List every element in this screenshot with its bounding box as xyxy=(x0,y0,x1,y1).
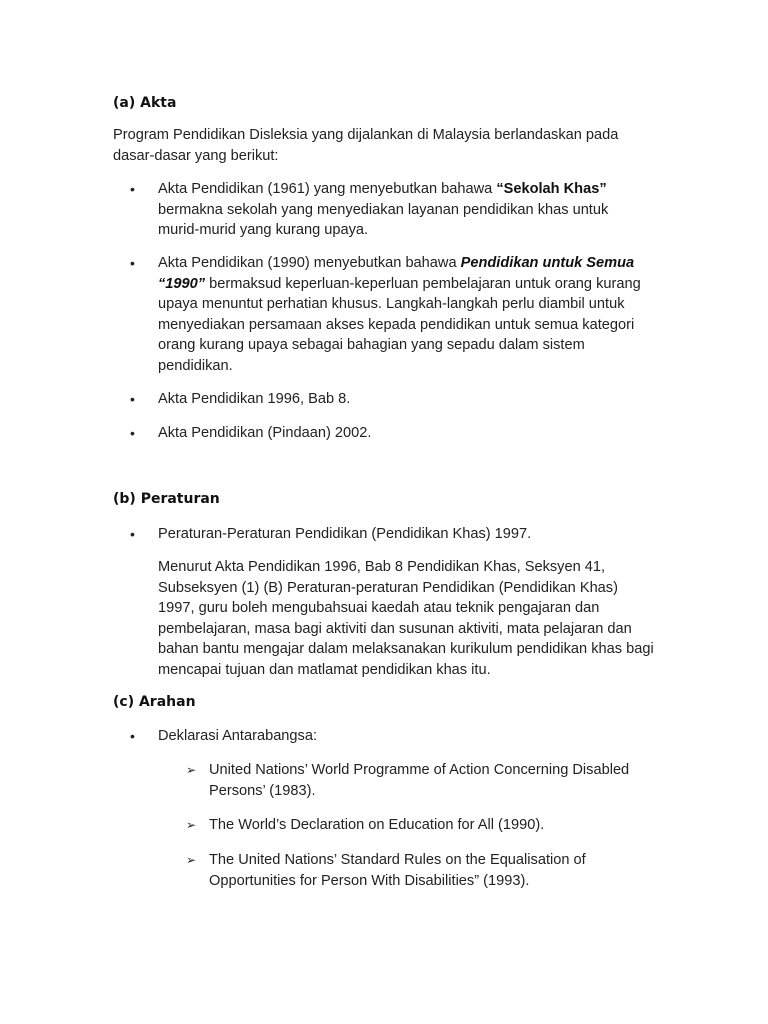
sub-list-item xyxy=(186,815,656,836)
list-item xyxy=(130,726,650,747)
section-a-heading: (a) Akta xyxy=(113,95,177,111)
item-text: Deklarasi Antarabangsa: xyxy=(158,728,318,744)
list-item xyxy=(130,524,650,545)
section-c-heading: (c) Arahan xyxy=(113,694,196,710)
item-text: Peraturan-Peraturan Pendidikan (Pendidikan Khas) 1997. xyxy=(158,526,532,542)
bullet-marker: • xyxy=(130,391,135,407)
item-text: Akta Pendidikan (1990) menyebutkan bahawa xyxy=(158,255,461,271)
item-text: The United Nations’ Standard Rules on the Equalisation of Opportunities for Person With Disabilities” (1993). xyxy=(209,852,586,889)
bullet-marker: • xyxy=(130,255,135,271)
item-text: Akta Pendidikan (1961) yang menyebutkan bahawa xyxy=(158,181,497,197)
arrow-bullet-icon: ➢ xyxy=(186,853,197,867)
bullet-marker: • xyxy=(130,728,135,744)
section-a-intro: Program Pendidikan Disleksia yang dijalankan di Malaysia berlandaskan pada dasar-dasar yang berikut: xyxy=(113,127,619,164)
item-emphasis: Pendidikan untuk Semua “1990” xyxy=(158,255,635,292)
sub-list-item xyxy=(186,760,656,801)
item-emphasis: “Sekolah Khas” xyxy=(496,181,607,197)
item-text: bermakna sekolah yang menyediakan layanan pendidikan khas untuk murid-murid yang kurang upaya. xyxy=(158,201,609,238)
bullet-marker: • xyxy=(130,425,135,441)
item-text: Akta Pendidikan 1996, Bab 8. xyxy=(158,391,351,407)
item-text: United Nations’ World Programme of Action Concerning Disabled Persons’ (1983). xyxy=(209,762,630,799)
list-item xyxy=(130,389,650,410)
list-item xyxy=(130,253,650,376)
arrow-bullet-icon: ➢ xyxy=(186,763,197,777)
list-item xyxy=(130,179,650,241)
bullet-marker: • xyxy=(130,181,135,197)
section-b-body: Menurut Akta Pendidikan 1996, Bab 8 Pendidikan Khas, Seksyen 41, Subseksyen (1) (B) Peraturan-peraturan Pendidikan (Pendidikan Khas) 1997, guru boleh mengubahsuai kaedah atau teknik pengajaran dan pembelajaran, masa bagi aktiviti dan susunan aktiviti, mata pelajaran dan bahan bantu mengajar dalam melaksanakan kurikulum pendidikan khas bagi mencapai tujuan dan matlamat pendidikan khas itu. xyxy=(158,559,654,678)
list-item xyxy=(130,423,650,444)
item-text: The World’s Declaration on Education for All (1990). xyxy=(209,817,545,833)
item-text: Akta Pendidikan (Pindaan) 2002. xyxy=(158,425,372,441)
bullet-marker: • xyxy=(130,526,135,542)
item-text: bermaksud keperluan-keperluan pembelajaran untuk orang kurang upaya menuntut perhatian khusus. Langkah-langkah perlu diambil untuk menyediakan persamaan akses kepada pendidikan untuk semua kategori orang kurang upaya sebagai bahagian yang sepadu dalam sistem pendidikan. xyxy=(158,275,641,374)
arrow-bullet-icon: ➢ xyxy=(186,818,197,832)
section-b-heading: (b) Peraturan xyxy=(113,491,220,507)
sub-list-item xyxy=(186,850,656,891)
